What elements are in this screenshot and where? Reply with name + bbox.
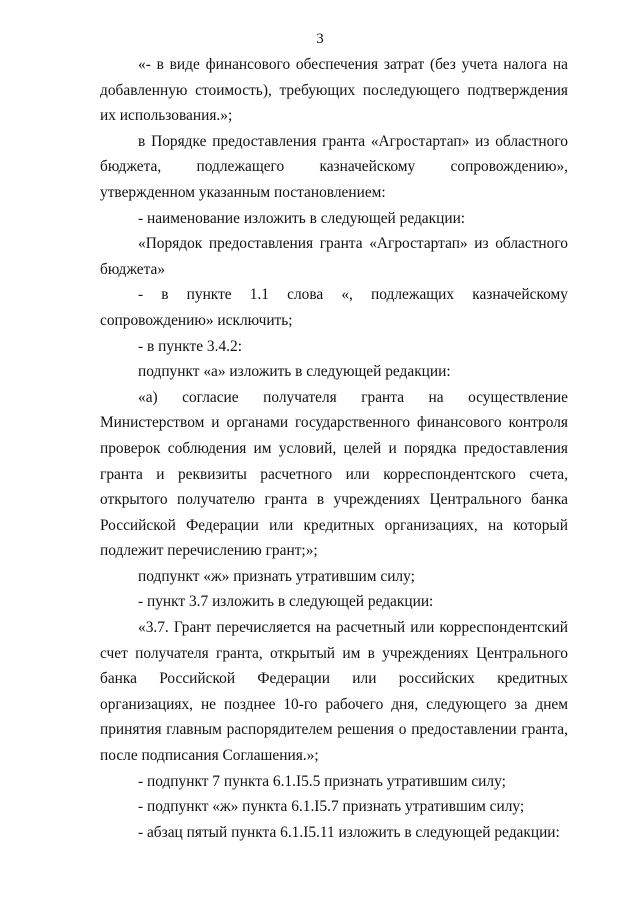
paragraph-point-3-4-2: - в пункте 3.4.2:	[138, 337, 242, 355]
paragraph-6-1-15-7: - подпункт «ж» пункта 6.1.І5.7 признать утратившим силу;	[138, 798, 525, 816]
paragraph-subpoint-a: подпункт «а» изложить в следующей редакции:	[138, 363, 451, 381]
paragraph-subpoint-a-text: «а) согласие получателя гранта на осуществление Министерством и органами государственного финансового контроля проверок соблюдения им условий, целей и порядка предоставления гранта и реквизиты расчетного или корреспондентского счета, открытого получателю гранта в учреждениях Центрального банка Российской Федерации или кредитных организациях, на который подлежит перечислению грант;»;	[100, 388, 568, 560]
paragraph-point-3-7-text: «3.7. Грант перечисляется на расчетный или корреспондентский счет получателя гранта, открытый им в учреждениях Центрального банка Российской Федерации или российских кредитных организациях, не позднее 10-го рабочего дня, следующего за днем принятия главным распорядителем решения о предоставлении гранта, после подписания Соглашения.»;	[100, 619, 568, 765]
paragraph-order-agrostartap: в Порядке предоставления гранта «Агростартап» из областного бюджета, подлежащего казначейскому сопровождению», утвержденном указанным постановлением:	[100, 132, 568, 201]
paragraph-6-1-15-5: - подпункт 7 пункта 6.1.І5.5 признать утратившим силу;	[138, 772, 506, 790]
document-body	[100, 52, 568, 845]
paragraph-title-change: - наименование изложить в следующей редакции:	[138, 209, 466, 227]
paragraph-vat-clause: «- в виде финансового обеспечения затрат (без учета налога на добавленную стоимость), требующих последующего подтверждения их использования.»;	[100, 56, 568, 125]
paragraph-point-1-1: - в пункте 1.1 слова «, подлежащих казначейскому сопровождению» исключить;	[100, 286, 568, 329]
page-number: 3	[316, 31, 324, 47]
paragraph-new-title: «Порядок предоставления гранта «Агростартап» из областного бюджета»	[100, 235, 568, 278]
paragraph-point-3-7: - пункт 3.7 изложить в следующей редакции:	[138, 593, 434, 611]
paragraph-6-1-15-11: - абзац пятый пункта 6.1.І5.11 изложить в следующей редакции:	[138, 823, 560, 841]
paragraph-subpoint-zh: подпункт «ж» признать утратившим силу;	[138, 567, 415, 585]
